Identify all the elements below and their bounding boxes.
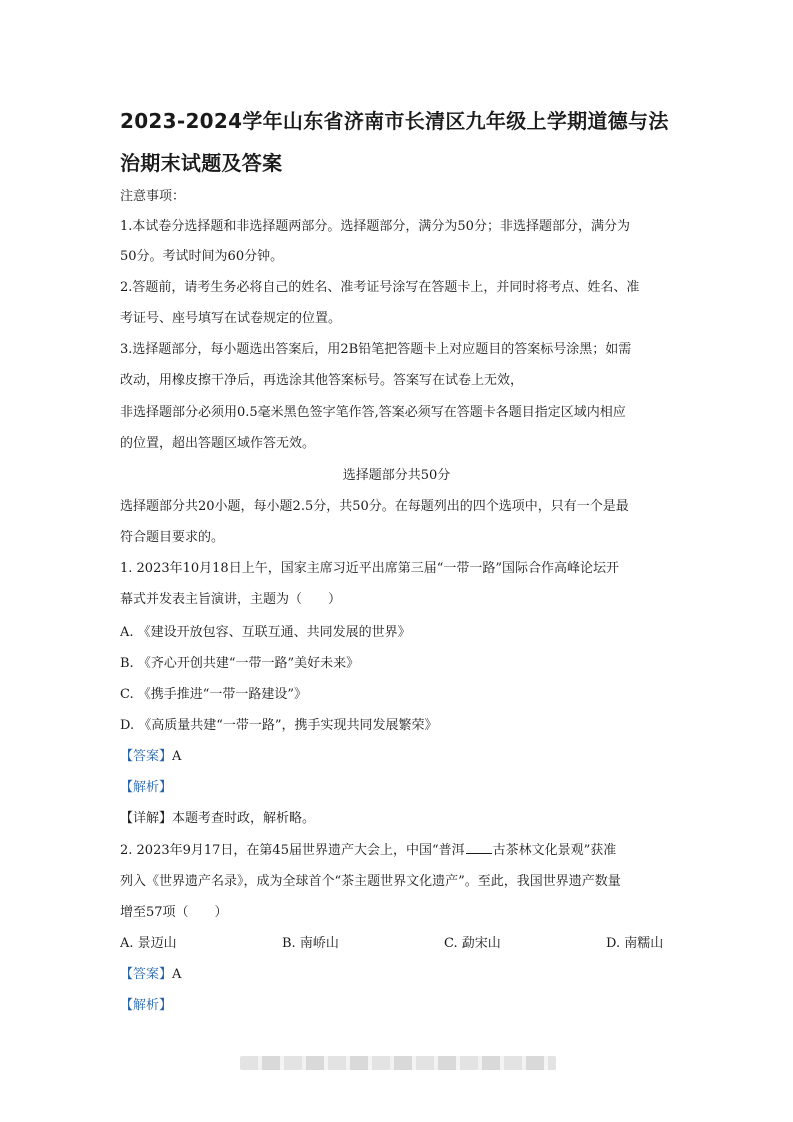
q2-answer-tag: 【答案】: [120, 967, 173, 982]
notice-line-2: 50分。考试时间为60分钟。: [120, 249, 284, 264]
q1-option-d: D. 《高质量共建“一带一路”，携手实现共同发展繁荣》: [120, 718, 438, 733]
q2-analysis-tag: 【解析】: [120, 998, 173, 1013]
q1-answer: [120, 748, 181, 766]
document-title: [120, 100, 680, 184]
q1-detail-tag: 【详解】: [120, 811, 173, 826]
q2-stem-2: 列入《世界遗产名录》，成为全球首个“茶主题世界文化遗产”。至此，我国世界遗产数量: [120, 874, 621, 889]
q2-option-c: C. 勐宋山: [444, 936, 501, 951]
q2-option-b: B. 南峤山: [282, 936, 339, 951]
q1-option-c: C. 《携手推进“一带一路建设”》: [120, 687, 308, 702]
blurred-footer-watermark: [240, 1056, 556, 1070]
title-line-2: 治期末试题及答案: [120, 151, 283, 175]
title-line-1: 2023-2024学年山东省济南市长清区九年级上学期道德与法: [120, 109, 669, 133]
q2-stem-1a: 2. 2023年9月17日，在第45届世界遗产大会上，中国“普洱: [120, 843, 465, 858]
q1-stem-1: 1. 2023年10月18日上午，国家主席习近平出席第三届“一带一路”国际合作高峰论坛开: [120, 561, 619, 576]
notice-line-1: 1.本试卷分选择题和非选择题两部分。选择题部分，满分为50分；非选择题部分，满分为: [120, 219, 630, 234]
q2-answer-value: A: [172, 967, 182, 982]
section-intro-2: 符合题目要求的。: [120, 530, 225, 545]
q2-answer: [120, 966, 181, 984]
notice-line-5: 3.选择题部分，每小题选出答案后，用2B铅笔把答题卡上对应题目的答案标号涂黑；如需: [120, 342, 632, 357]
q1-answer-tag: 【答案】: [120, 749, 173, 764]
notice-line-4: 考证号、座号填写在试卷规定的位置。: [120, 311, 342, 326]
q1-stem-2: 幕式并发表主旨演讲，主题为（ ）: [120, 592, 342, 607]
q2-stem-1: [120, 842, 616, 860]
q1-analysis: [120, 779, 172, 797]
q2-analysis: [120, 997, 172, 1015]
q2-option-a: A. 景迈山: [120, 936, 177, 951]
q2-option-d: D. 南糯山: [606, 936, 664, 951]
section-intro-1: 选择题部分共20小题，每小题2.5分，共50分。在每题列出的四个选项中，只有一个是最: [120, 499, 629, 514]
q1-detail: [120, 810, 315, 828]
notice-line-7: 非选择题部分必须用0.5毫米黑色签字笔作答,答案必须写在答题卡各题目指定区域内相应: [120, 405, 626, 420]
q1-analysis-tag: 【解析】: [120, 780, 173, 795]
q1-answer-value: A: [172, 749, 182, 764]
q2-stem-3: 增至57项（ ）: [120, 905, 228, 920]
notice-heading: 注意事项：: [120, 189, 186, 204]
q2-stem-1b: 古茶林文化景观”获准: [492, 843, 617, 858]
q1-detail-text: 本题考查时政，解析略。: [172, 811, 316, 826]
notice-line-3: 2.答题前，请考生务必将自己的姓名、准考证号涂写在答题卡上，并同时将考点、姓名、准: [120, 280, 640, 295]
q2-blank: [466, 842, 492, 854]
notice-line-6: 改动，用橡皮擦干净后，再选涂其他答案标号。答案写在试卷上无效，: [120, 373, 524, 388]
q1-option-b: B. 《齐心开创共建“一带一路”美好未来》: [120, 656, 360, 671]
section-heading: 选择题部分共50分: [342, 468, 451, 483]
q1-option-a: A. 《建设开放包容、互联互通、共同发展的世界》: [120, 625, 411, 640]
notice-line-8: 的位置，超出答题区域作答无效。: [120, 436, 316, 451]
